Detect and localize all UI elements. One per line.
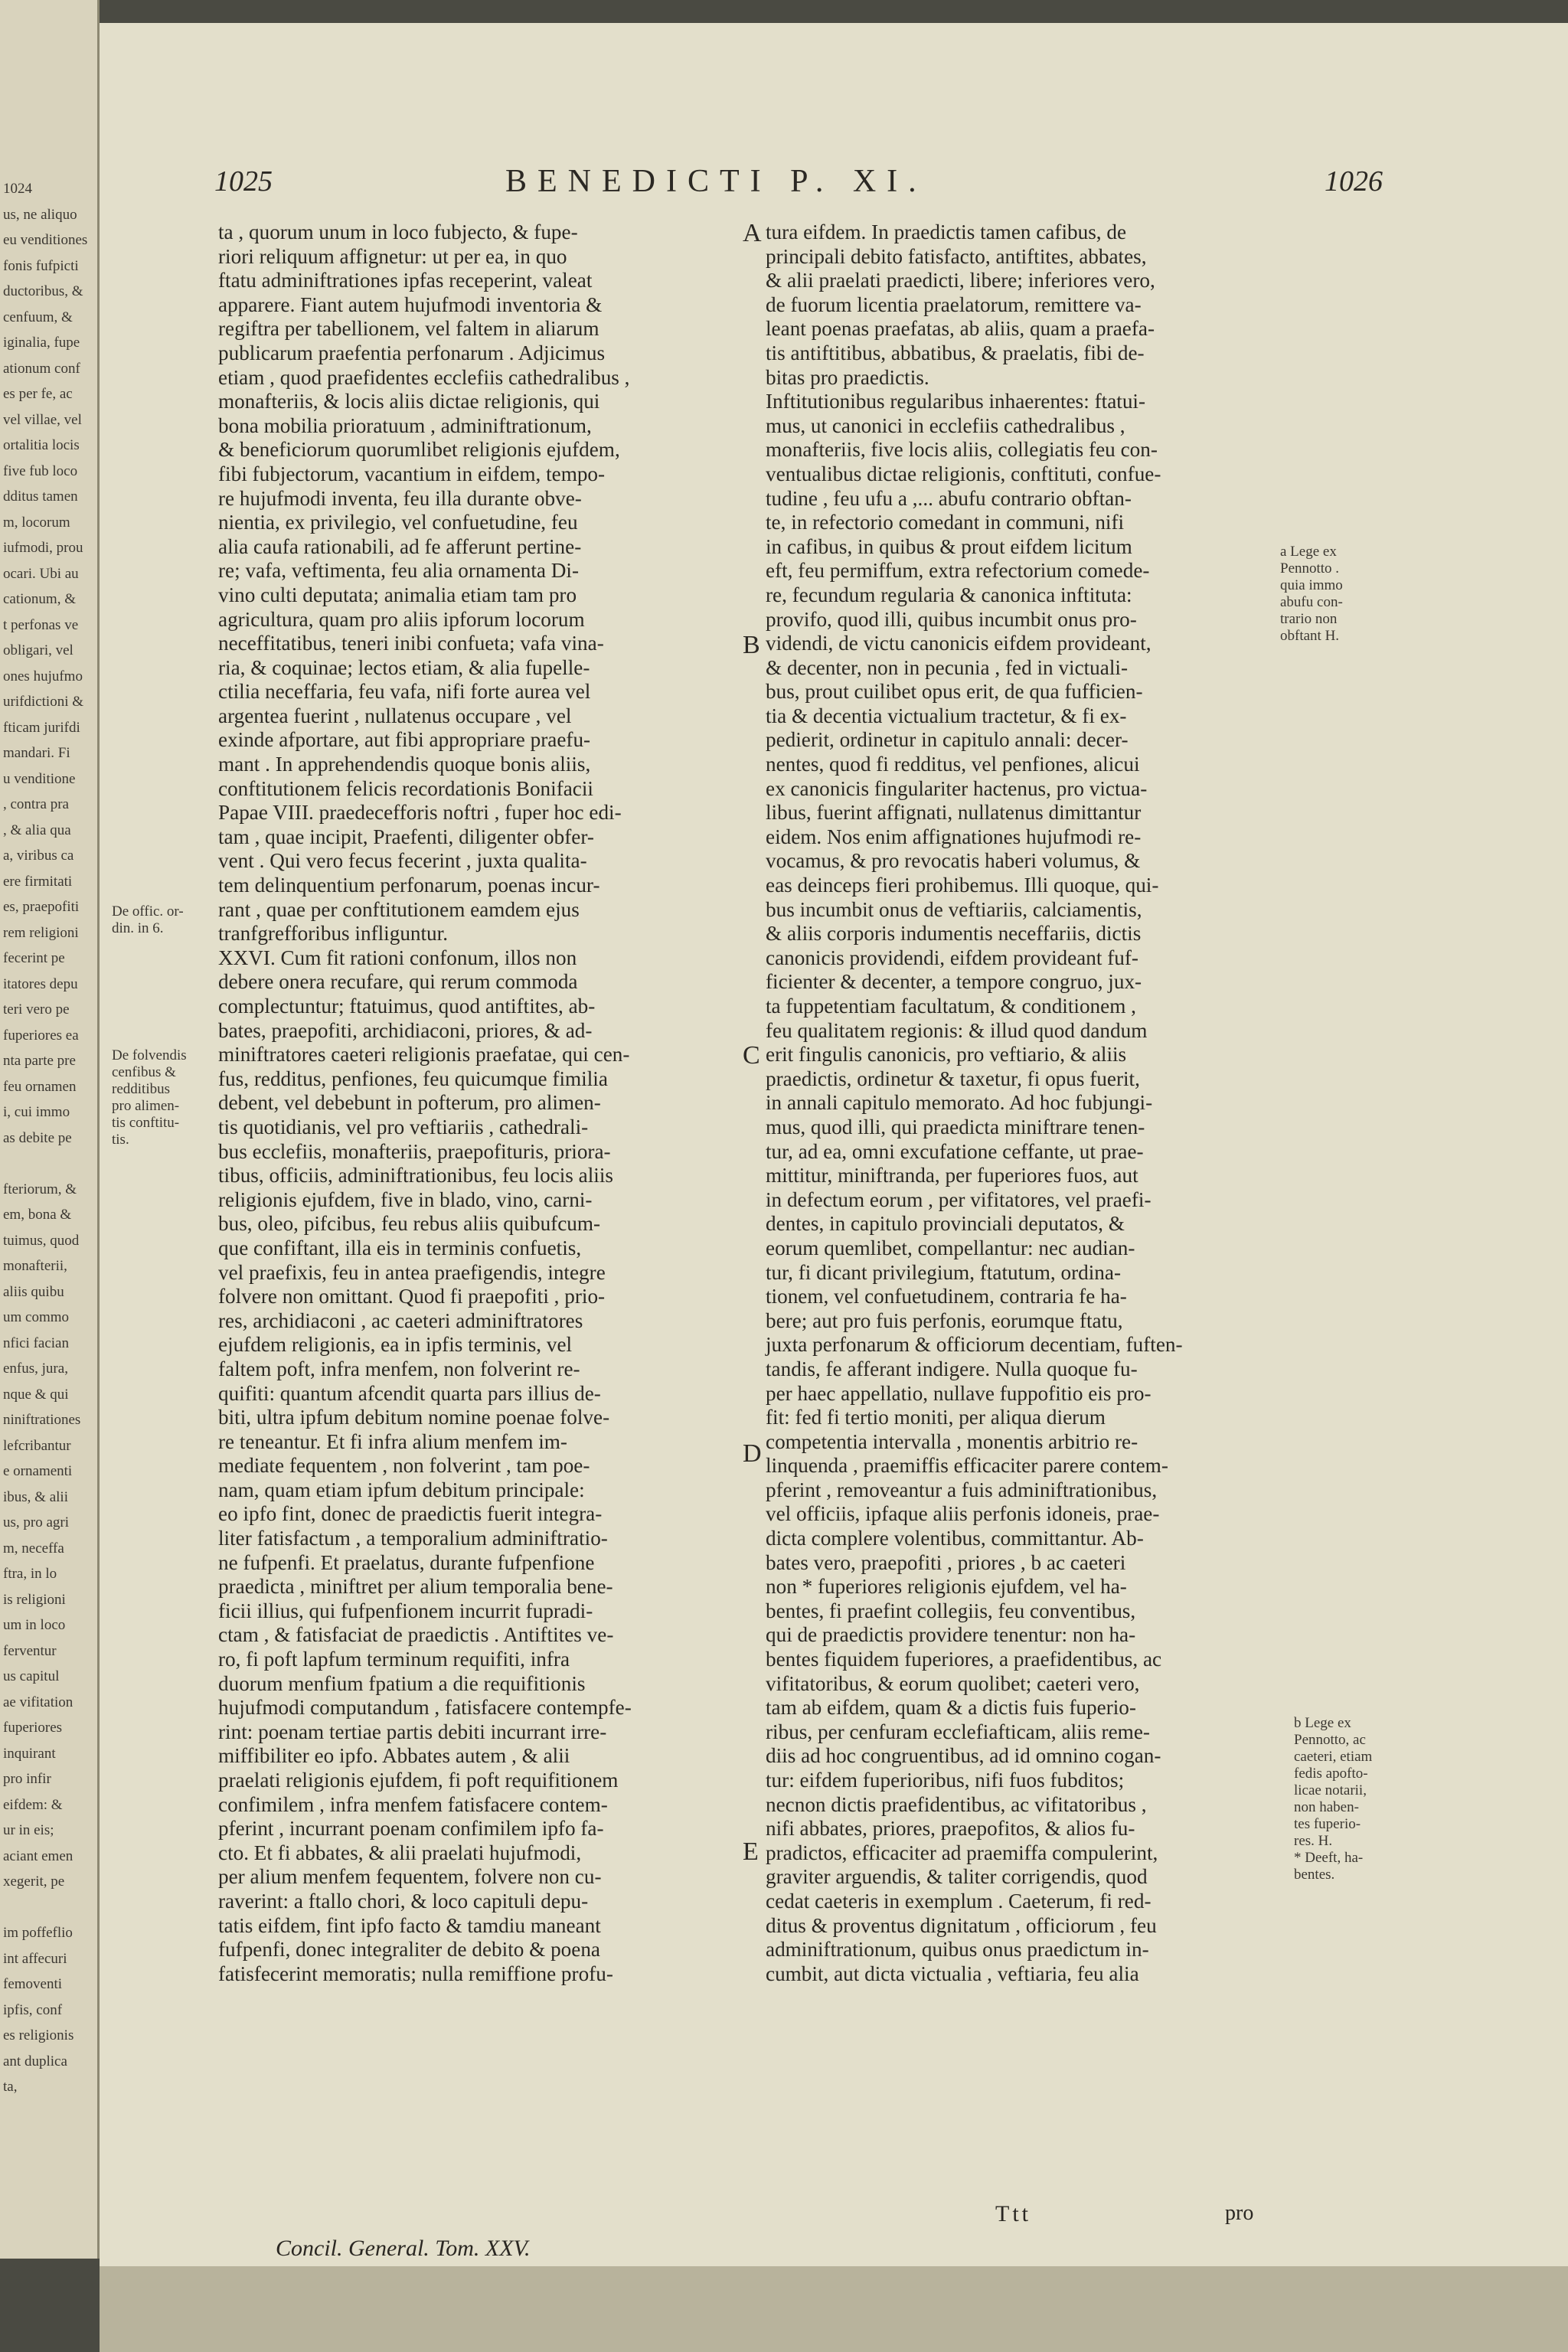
text-line: res, archidiaconi , ac caeteri adminiftratores <box>218 1308 583 1332</box>
text-line: eidem. Nos enim affignationes hujufmodi re- <box>766 825 1142 848</box>
text-line: bere; aut pro fuis perfonis, eorumque ftatu, <box>766 1308 1123 1332</box>
text-line: bus incumbit onus de veftiariis, calciamentis, <box>766 897 1142 921</box>
facing-page-fragment: fonis fufpicti <box>3 257 79 274</box>
facing-page-fragment: pro infir <box>3 1771 51 1787</box>
text-line: neceffitatibus, teneri inibi confueta; vafa vina- <box>218 632 604 655</box>
text-line: tur: eifdem fuperioribus, nifi fuos fubditos; <box>766 1769 1125 1792</box>
facing-page-fragment: aciant emen <box>3 1847 74 1864</box>
text-line: provifo, quod illi, quibus incumbit onus pro- <box>766 607 1137 631</box>
text-line: nientia, ex privilegio, vel confuetudine, feu <box>218 511 578 534</box>
facing-page-fragment: five fub loco <box>3 462 78 479</box>
facing-page-fragment: iginalia, fupe <box>3 335 80 351</box>
text-line: praedictis, ordinetur & taxetur, fi opus fuerit, <box>766 1067 1140 1090</box>
text-line: re, fecundum regularia & canonica inftituta: <box>766 583 1132 606</box>
facing-page-fragment: xegerit, pe <box>3 1873 65 1890</box>
facing-page-fragment: ortalitia locis <box>3 437 80 453</box>
section-letter-e: E <box>743 1838 759 1866</box>
text-line: bentes fiquidem fuperiores, a praefidentibus, ac <box>766 1648 1162 1671</box>
facing-page-fragment: fticam jurifdi <box>3 719 80 736</box>
text-line: mediate fequentem , non folverint , tam poe- <box>218 1454 590 1478</box>
text-line: tia & decentia victualium tractetur, & fi ex- <box>766 704 1127 727</box>
facing-page-fragment: ae vifitation <box>3 1694 74 1710</box>
text-line: rint: poenam tertiae partis debiti incurrant irre- <box>218 1720 607 1743</box>
text-line: tandis, fe afferant indigere. Nulla quoque fu- <box>766 1357 1138 1380</box>
text-line: bus, prout cuilibet opus erit, de qua fufficien- <box>766 680 1143 704</box>
text-line: tibus, officiis, adminiftrationibus, feu locis aliis <box>218 1164 613 1187</box>
facing-page-fragment: es, praepofiti <box>3 899 80 915</box>
text-line: bitas pro praedictis. <box>766 365 929 389</box>
text-line: rant , quae per conftitutionem eamdem ejus <box>218 897 580 921</box>
text-line: necnon dictis praefidentibus, ac vifitatoribus , <box>766 1792 1147 1816</box>
facing-page-fragment: fecerint pe <box>3 950 65 966</box>
facing-page-fragment: es per fe, ac <box>3 386 73 402</box>
text-line: Inftitutionibus regularibus inhaerentes: ftatui- <box>766 390 1146 413</box>
text-line: fit: fed fi tertio moniti, per aliqua dierum <box>766 1406 1106 1429</box>
text-line: etiam , quod praefidentes ecclefiis cathedralibus , <box>218 365 630 389</box>
text-line: hujufmodi computandum , fatisfacere contempfe- <box>218 1696 632 1720</box>
text-line: ro, fi poft lapfum terminum requifiti, infra <box>218 1648 570 1671</box>
text-line: bus, oleo, pifcibus, feu rebus aliis quibufcum- <box>218 1212 601 1236</box>
text-line: ctam , & fatisfaciat de praedictis . Antiftites ve- <box>218 1623 614 1647</box>
text-line: XXVI. Cum fit rationi confonum, illos non <box>218 946 577 969</box>
text-line: pedierit, ordinetur in capitulo annali: decer- <box>766 728 1129 752</box>
text-line: conftitutionem felicis recordationis Bonifacii <box>218 776 593 800</box>
facing-page-fragment: lefcribantur <box>3 1437 71 1454</box>
right-page-number: 1026 <box>1325 165 1383 198</box>
facing-page-fragment: tuimus, quod <box>3 1232 80 1249</box>
facing-page-fragment: u venditione <box>3 770 76 787</box>
text-line: re hujufmodi inventa, feu illa durante obve- <box>218 486 582 510</box>
text-line: tam , quae incipit, Praefenti, diligenter obfer- <box>218 825 594 848</box>
facing-page-fragment: obligari, vel <box>3 642 74 658</box>
text-line: ta , quorum unum in loco fubjecto, & fupe- <box>218 220 578 243</box>
footer-catchword: pro <box>1225 2201 1254 2225</box>
text-line: tura eifdem. In praedictis tamen cafibus, de <box>766 220 1127 243</box>
text-line: vent . Qui vero fecus fecerint , juxta qualita- <box>218 849 587 873</box>
text-line: duorum menfium fpatium a die requifitionis <box>218 1671 586 1695</box>
text-line: riori reliquum affignetur: ut per ea, in quo <box>218 244 567 268</box>
footer-signature: Ttt <box>995 2201 1031 2226</box>
facing-page-fragment: ones hujufmo <box>3 668 83 684</box>
text-line: cumbit, aut dicta victualia , veftiaria, feu alia <box>766 1962 1139 1985</box>
text-line: ctilia neceffaria, feu vafa, nifi forte aurea vel <box>218 680 591 704</box>
text-line: ventualibus dictae religionis, conftituti, confue- <box>766 462 1161 485</box>
text-line: linquenda , praemiffis efficaciter parere contem- <box>766 1454 1168 1478</box>
text-line: bates, praepofiti, archidiaconi, priores, & ad- <box>218 1018 593 1042</box>
facing-page-fragment: niniftrationes <box>3 1412 81 1428</box>
facing-page-fragment: a, viribus ca <box>3 848 74 864</box>
facing-page-fragment: feu ornamen <box>3 1078 77 1095</box>
text-line: mittitur, miniftranda, per fuperiores fuos, aut <box>766 1164 1138 1187</box>
text-line: canonicis providendi, eifdem provideant fuf- <box>766 946 1138 969</box>
text-line: & alii praelati praedicti, libere; inferiores vero, <box>766 269 1155 292</box>
text-line: bates vero, praepofiti , priores , b ac caeteri <box>766 1550 1126 1574</box>
facing-page-fragment: m, locorum <box>3 514 70 531</box>
text-line: debere onera recufare, qui rerum commoda <box>218 970 578 994</box>
text-line: mant . In apprehendendis quoque bonis aliis, <box>218 753 591 776</box>
text-line: vino culti deputata; animalia etiam tam pro <box>218 583 577 606</box>
text-line: tis quotidianis, vel pro veftiariis , cathedrali- <box>218 1115 589 1138</box>
text-line: tatis eifdem, fint ipfo facto & tamdiu maneant <box>218 1913 601 1937</box>
facing-page-fragment: dditus tamen <box>3 488 78 505</box>
text-line: ficii illius, qui fufpenfionem incurrit fupradi- <box>218 1599 593 1622</box>
facing-page-fragment: ferventur <box>3 1642 57 1659</box>
text-line: praedicta , miniftret per alium temporalia bene- <box>218 1575 613 1599</box>
text-line: miniftratores caeteri religionis praefatae, qui cen- <box>218 1043 630 1067</box>
text-line: per haec appellatio, nullave fuppofitio eis pro- <box>766 1381 1152 1405</box>
facing-page-fragment: cationum, & <box>3 591 76 607</box>
text-line: religionis ejufdem, five in blado, vino, carni- <box>218 1187 593 1211</box>
text-line: qui de praedictis providere tenentur: non ha- <box>766 1623 1136 1647</box>
text-line: debent, vel debebunt in pofterum, pro alimen- <box>218 1091 601 1115</box>
text-line: ta fuppetentiam facultatum, & conditionem , <box>766 995 1136 1018</box>
text-line: non * fuperiores religionis ejufdem, vel ha- <box>766 1575 1127 1599</box>
text-line: videndi, de victu canonicis eifdem provideant, <box>766 632 1152 655</box>
running-title: BENEDICTI P. XI. <box>505 164 927 199</box>
text-line: principali debito fatisfacto, antiftites, abbates, <box>766 244 1147 268</box>
text-line: re; vafa, veftimenta, feu alia ornamenta Di- <box>218 559 580 583</box>
facing-page-fragment: ductoribus, & <box>3 283 83 299</box>
text-line: ribus, per cenfuram ecclefiafticam, aliis reme- <box>766 1720 1150 1743</box>
text-line: adminiftrationum, quibus onus praedictum in- <box>766 1938 1149 1962</box>
facing-page-strip <box>0 0 100 2259</box>
text-line: eas deinceps fieri prohibemus. Illi quoque, qui- <box>766 874 1159 897</box>
text-line: cto. Et fi abbates, & alii praelati hujufmodi, <box>218 1841 582 1864</box>
facing-page-fragment: i, cui immo <box>3 1104 70 1120</box>
facing-page-fragment: is religioni <box>3 1591 66 1608</box>
facing-page-fragment: cenfuum, & <box>3 309 73 325</box>
text-line: juxta perfonarum & officiorum decentiam, fuften- <box>766 1333 1183 1357</box>
left-page-number: 1025 <box>214 165 273 198</box>
facing-page-fragment: 1024 <box>3 181 32 197</box>
text-line: dicta complere volentibus, committantur. Ab- <box>766 1527 1144 1550</box>
text-line: feu qualitatem regionis: & illud quod dandum <box>766 1018 1148 1042</box>
text-line: fatisfecerint memoratis; nulla remiffione profu- <box>218 1962 613 1985</box>
text-line: complectuntur; ftatuimus, quod antiftites, ab- <box>218 995 596 1018</box>
text-line: pferint , removeantur a fuis adminiftrationibus, <box>766 1478 1158 1501</box>
facing-page-fragment: teri vero pe <box>3 1001 70 1018</box>
facing-page-fragment: um in loco <box>3 1617 66 1633</box>
text-line: ejufdem religionis, ea in ipfis terminis, vel <box>218 1333 573 1357</box>
text-line: monafteriis, & locis aliis dictae religionis, qui <box>218 390 600 413</box>
facing-page-fragment: um commo <box>3 1309 70 1325</box>
margin-note-offic: De offic. or- din. in 6. <box>112 903 184 936</box>
text-line: quifiti: quantum afcendit quarta pars illius de- <box>218 1381 601 1405</box>
text-line: nentes, quod fi redditus, vel penfiones, alicui <box>766 753 1140 776</box>
text-line: erit fingulis canonicis, pro veftiario, & aliis <box>766 1043 1127 1067</box>
text-line: raverint: a ftallo chori, & loco capituli depu- <box>218 1889 589 1913</box>
text-line: competentia intervalla , monentis arbitrio re- <box>766 1429 1138 1453</box>
facing-page-fragment: us, ne aliquo <box>3 206 77 223</box>
text-line: ne fufpenfi. Et praelatus, durante fufpenfione <box>218 1550 595 1574</box>
text-line: tudine , feu ufu a ,... abufu contrario obftan- <box>766 486 1132 510</box>
text-line: eorum quemlibet, compellantur: nec audian- <box>766 1236 1135 1259</box>
text-line: mus, quod illi, qui praedicta miniftrare tenen- <box>766 1115 1145 1138</box>
text-line: pradictos, efficaciter ad praemiffa compulerint, <box>766 1841 1158 1864</box>
text-line: agricultura, quam pro aliis ipforum locorum <box>218 607 585 631</box>
facing-page-fragment: us capitul <box>3 1668 60 1684</box>
text-line: in defectum eorum , per vifitatores, vel praefi- <box>766 1187 1152 1211</box>
text-line: exinde afportare, aut fibi appropriare praefu- <box>218 728 591 752</box>
facing-page-fragment: urifdictioni & <box>3 694 84 710</box>
text-line: dentes, in capitulo provinciali deputatos, & <box>766 1212 1125 1236</box>
facing-page-fragment: mandari. Fi <box>3 745 70 761</box>
text-line: tur, ad ea, omni excufatione ceffante, ut prae- <box>766 1139 1144 1163</box>
facing-page-fragment: ere firmitati <box>3 873 73 890</box>
text-line: de fuorum licentia praelatorum, remittere va- <box>766 292 1142 316</box>
text-line: tionem, vel confuetudinem, contraria fe ha- <box>766 1285 1127 1308</box>
text-line: ria, & coquinae; lectos etiam, & alia fupelle- <box>218 655 590 679</box>
facing-page-fragment: , & alia qua <box>3 822 71 838</box>
right-text-column <box>766 220 1279 1986</box>
text-line: que confiftant, illa eis in terminis confuetis, <box>218 1236 582 1259</box>
facing-page-fragment: nta parte pre <box>3 1053 76 1069</box>
facing-page-fragment: es religionis <box>3 2027 74 2043</box>
facing-page-fragment: fuperiores <box>3 1720 63 1736</box>
facing-page-fragment: m, neceffa <box>3 1540 64 1557</box>
text-line: in annali capitulo memorato. Ad hoc fubjungi- <box>766 1091 1153 1115</box>
facing-page-fragment: em, bona & <box>3 1207 72 1223</box>
text-line: graviter arguendis, & taliter corrigendis, quod <box>766 1865 1148 1889</box>
text-line: liter fatisfactum , a temporalium adminiftratio- <box>218 1527 608 1550</box>
margin-note-a: a Lege ex Pennotto . quia immo abufu con- trario non obftant H. <box>1280 544 1343 644</box>
facing-page-fragment: itatores depu <box>3 975 78 992</box>
facing-page-fragment: inquirant <box>3 1745 56 1762</box>
facing-page-fragment: fteriorum, & <box>3 1181 77 1197</box>
facing-page-fragment: ur in eis; <box>3 1822 54 1838</box>
text-line: bona mobilia prioratuum , adminiftrationum, <box>218 413 592 437</box>
text-line: apparere. Fiant autem hujufmodi inventoria & <box>218 292 603 316</box>
facing-page-fragment: ant duplica <box>3 2053 67 2069</box>
text-line: & beneficiorum quorumlibet religionis ejufdem, <box>218 438 620 462</box>
facing-page-fragment: as debite pe <box>3 1129 72 1146</box>
facing-page-fragment: ta, <box>3 2079 18 2095</box>
facing-page-fragment: ocari. Ubi au <box>3 565 79 582</box>
section-letter-c: C <box>743 1041 760 1070</box>
facing-page-fragment: ftra, in lo <box>3 1566 57 1582</box>
text-line: argentea fuerint , nullatenus occupare , vel <box>218 704 572 727</box>
text-line: tranfgrefforibus infliguntur. <box>218 922 449 946</box>
facing-page-fragment: us, pro agri <box>3 1514 70 1530</box>
page-bottom-edge <box>100 2266 1568 2352</box>
text-line: ex canonicis fingulariter hactenus, pro victua- <box>766 776 1148 800</box>
text-line: tis antiftitibus, abbatibus, & praelatis, fibi de- <box>766 341 1145 364</box>
facing-page-fragment: eu venditiones <box>3 232 88 248</box>
text-line: faltem poft, infra menfem, non folverint re- <box>218 1357 580 1380</box>
text-line: cedat caeteris in exemplum . Caeterum, fi red- <box>766 1889 1152 1913</box>
facing-page-fragment: rem religioni <box>3 924 79 941</box>
text-line: per alium menfem fequentem, folvere non cu- <box>218 1865 602 1889</box>
text-line: nam, quam etiam ipfum debitum principale: <box>218 1478 585 1501</box>
facing-page-fragment: vel villae, vel <box>3 411 82 428</box>
facing-page-fragment: enfus, jura, <box>3 1361 68 1377</box>
text-line: alia caufa rationabili, ad fe afferunt pertine- <box>218 534 582 558</box>
margin-note-b: b Lege ex Pennotto, ac caeteri, etiam fedis apofto- licae notarii, non haben- tes fuperio- res. H. * Deeft, ha- bentes. <box>1294 1715 1373 1883</box>
text-line: bentes, fi praefint collegiis, feu conventibus, <box>766 1599 1136 1622</box>
text-line: vocamus, & pro revocatis haberi volumus, & <box>766 849 1141 873</box>
text-line: vifitatoribus, & eorum quolibet; caeteri vero, <box>766 1671 1140 1695</box>
text-line: regiftra per tabellionem, vel faltem in aliarum <box>218 317 599 341</box>
text-line: bus ecclefiis, monafteriis, praepofituris, priora- <box>218 1139 611 1163</box>
facing-page-fragment: t perfonas ve <box>3 616 79 633</box>
text-line: ftatu adminiftrationes ipfas receperint, valeat <box>218 269 593 292</box>
text-line: fufpenfi, donec integraliter de debito & poena <box>218 1938 600 1962</box>
facing-page-fragment: femoventi <box>3 1976 63 1992</box>
text-line: te, in refectorio comedant in communi, nifi <box>766 511 1125 534</box>
text-line: pferint , incurrant poenam confimilem ipfo fa- <box>218 1817 604 1841</box>
facing-page-fragment: monafterii, <box>3 1258 67 1274</box>
facing-page-fragment: iufmodi, prou <box>3 540 83 556</box>
text-line: & decenter, non in pecunia , fed in victuali- <box>766 655 1129 679</box>
text-line: folvere non omittant. Quod fi praepofiti , prio- <box>218 1285 606 1308</box>
footer-source: Concil. General. Tom. XXV. <box>276 2236 531 2261</box>
text-line: mus, ut canonici in ecclefiis cathedralibus , <box>766 413 1125 437</box>
facing-page-fragment: , contra pra <box>3 796 69 812</box>
facing-page-fragment: ibus, & alii <box>3 1488 68 1505</box>
facing-page-fragment: aliis quibu <box>3 1283 64 1300</box>
text-line: eo ipfo fint, donec de praedictis fuerit integra- <box>218 1502 603 1526</box>
text-line: diis ad hoc congruentibus, ad id omnino cogan- <box>766 1744 1161 1768</box>
text-line: confimilem , infra menfem fatisfacere contem- <box>218 1792 608 1816</box>
text-line: tem delinquentium perfonarum, poenas incur- <box>218 874 600 897</box>
section-letter-d: D <box>743 1439 762 1468</box>
text-line: vel officiis, ipfaque aliis perfonis idoneis, prae- <box>766 1502 1160 1526</box>
text-line: tam ab eifdem, quam & a dictis fuis fuperio- <box>766 1696 1136 1720</box>
text-line: in cafibus, in quibus & prout eifdem licitum <box>766 534 1132 558</box>
text-line: miffibiliter eo ipfo. Abbates autem , & alii <box>218 1744 570 1768</box>
left-text-column <box>218 220 746 1986</box>
text-line: ditus & proventus dignitatum , officiorum , feu <box>766 1913 1157 1937</box>
text-line: tur, fi dicant privilegium, ftatutum, ordina- <box>766 1260 1122 1284</box>
facing-page-fragment: e ornamenti <box>3 1463 73 1479</box>
text-line: biti, ultra ipfum debitum nomine poenae folve- <box>218 1406 610 1429</box>
facing-page-fragment: im poffeflio <box>3 1925 73 1941</box>
text-line: & aliis corporis indumentis neceffariis, dictis <box>766 922 1142 946</box>
margin-note-solvendis: De folvendis cenfibus & redditibus pro alimen- tis conftitu- tis. <box>112 1047 187 1148</box>
text-line: leant poenas praefatas, ab aliis, quam a praefa- <box>766 317 1155 341</box>
text-line: fibi fubjectorum, vacantium in eifdem, tempo- <box>218 462 606 485</box>
facing-page-fragment: eifdem: & <box>3 1796 63 1813</box>
text-line: nifi abbates, priores, praepofitos, & alios fu- <box>766 1817 1135 1841</box>
facing-page-fragment: ipfis, conf <box>3 2001 63 2018</box>
facing-page-fragment: fuperiores ea <box>3 1027 79 1044</box>
text-line: eft, feu permiffum, extra refectorium comede- <box>766 559 1150 583</box>
facing-page-fragment: int affecuri <box>3 1950 67 1967</box>
text-line: libus, fuerint affignati, nullatenus dimittantur <box>766 801 1142 825</box>
section-letter-b: B <box>743 631 760 659</box>
text-line: re teneantur. Et fi infra alium menfem im- <box>218 1429 567 1453</box>
text-line: praelati religionis ejufdem, fi poft requifitionem <box>218 1769 619 1792</box>
text-line: monafteriis, five locis aliis, collegiatis feu con- <box>766 438 1158 462</box>
text-line: publicarum praefentia perfonarum . Adjicimus <box>218 341 606 364</box>
text-line: fus, redditus, penfiones, feu quicumque fimilia <box>218 1067 608 1090</box>
text-line: Papae VIII. praedecefforis noftri , fuper hoc edi- <box>218 801 622 825</box>
facing-page-fragment: nfici facian <box>3 1334 69 1351</box>
section-letter-a: A <box>743 219 762 247</box>
text-line: ficienter & decenter, a tempore congruo, jux- <box>766 970 1142 994</box>
facing-page-fragment: ationum conf <box>3 360 80 377</box>
facing-page-fragment: nque & qui <box>3 1386 69 1403</box>
text-line: vel praefixis, feu in antea praefigendis, integre <box>218 1260 606 1284</box>
